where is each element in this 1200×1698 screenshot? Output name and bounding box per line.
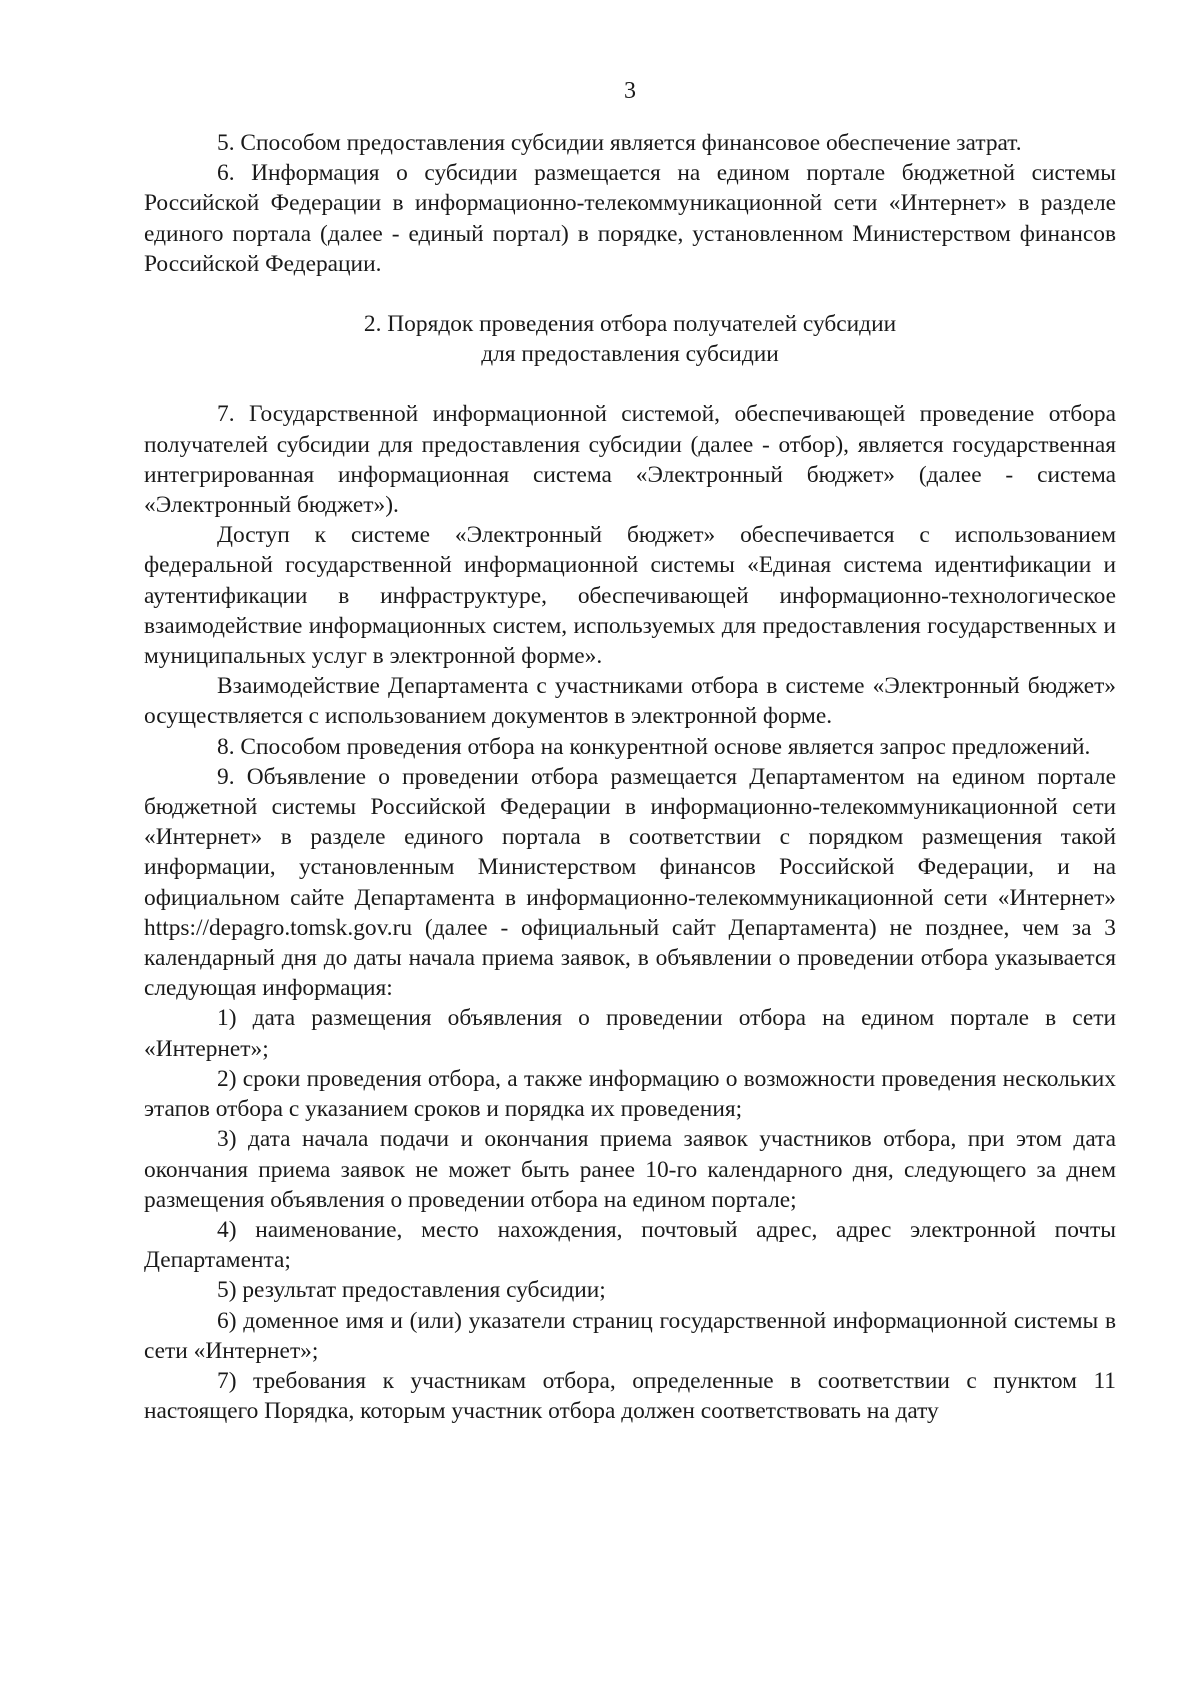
- paragraph-interaction: Взаимодействие Департамента с участниками отбора в системе «Электронный бюджет» осуществляется с использованием документов в электронной форме.: [144, 673, 1116, 730]
- list-item-7: 7) требования к участникам отбора, определенные в соответствии с пунктом 11 настоящего Порядка, которым участник отбора должен соответствовать на дату: [144, 1367, 1116, 1425]
- list-item-2: 2) сроки проведения отбора, а также информацию о возможности проведения нескольких этапов отбора с указанием сроков и порядка их проведения;: [144, 1065, 1116, 1123]
- list-item-4: 4) наименование, место нахождения, почтовый адрес, адрес электронной почты Департамента;: [144, 1216, 1116, 1274]
- paragraph-item-8: 8. Способом проведения отбора на конкурентной основе является запрос предложений.: [217, 733, 1091, 760]
- paragraph-item-7: 7. Государственной информационной системой, обеспечивающей проведение отбора получателей субсидии для предоставления субсидии (далее - отбор), является государственная интегрированная информационная система «Электронный бюджет» (далее - система «Электронный бюджет»).: [144, 401, 1116, 519]
- section-heading-line-2: для предоставления субсидии: [481, 341, 779, 368]
- paragraph-item-5: 5. Способом предоставления субсидии является финансовое обеспечение затрат.: [217, 130, 1022, 156]
- list-item-1: 1) дата размещения объявления о проведении отбора на едином портале в сети «Интернет»;: [144, 1005, 1116, 1062]
- paragraph-access: Доступ к системе «Электронный бюджет» обеспечивается с использованием федеральной государственной информационной системы «Единая система идентификации и аутентификации в инфраструктуре, обеспечивающей информационно-технологическое взаимодействие информационных систем, используемых для предоставления государственных и муниципальных услуг в электронной форме».: [144, 522, 1116, 670]
- list-item-3: 3) дата начала подачи и окончания приема заявок участников отбора, при этом дата окончания приема заявок не может быть ранее 10-го календарного дня, следующего за днем размещения объявления о проведении отбора на едином портале;: [144, 1126, 1116, 1213]
- page-number: 3: [624, 78, 636, 104]
- section-heading-line-1: 2. Порядок проведения отбора получателей субсидии: [363, 311, 897, 338]
- section-heading: [144, 309, 1116, 369]
- document-body: [144, 128, 1116, 1426]
- list-item-5: 5) результат предоставления субсидии;: [217, 1277, 606, 1304]
- paragraph-item-9: 9. Объявление о проведении отбора размещается Департаментом на едином портале бюджетной системы Российской Федерации в информационно-телекоммуникационной сети «Интернет» в разделе единого портала в соответствии с порядком размещения такой информации, установленным Министерством финансов Российской Федерации, и на официальном сайте Департамента в информационно-телекоммуникационной сети «Интернет» https://depagro.tomsk.gov.ru (далее - официальный сайт Департамента) не позднее, чем за 3 календарный дня до даты начала приема заявок, в объявлении о проведении отбора указывается следующая информация:: [144, 763, 1116, 1002]
- paragraph-item-6: 6. Информация о субсидии размещается на едином портале бюджетной системы Российской Федерации в информационно-телекоммуникационной сети «Интернет» в разделе единого портала (далее - единый портал) в порядке, установленном Министерством финансов Российской Федерации.: [144, 160, 1116, 277]
- list-item-6: 6) доменное имя и (или) указатели страниц государственной информационной системы в сети «Интернет»;: [144, 1307, 1116, 1364]
